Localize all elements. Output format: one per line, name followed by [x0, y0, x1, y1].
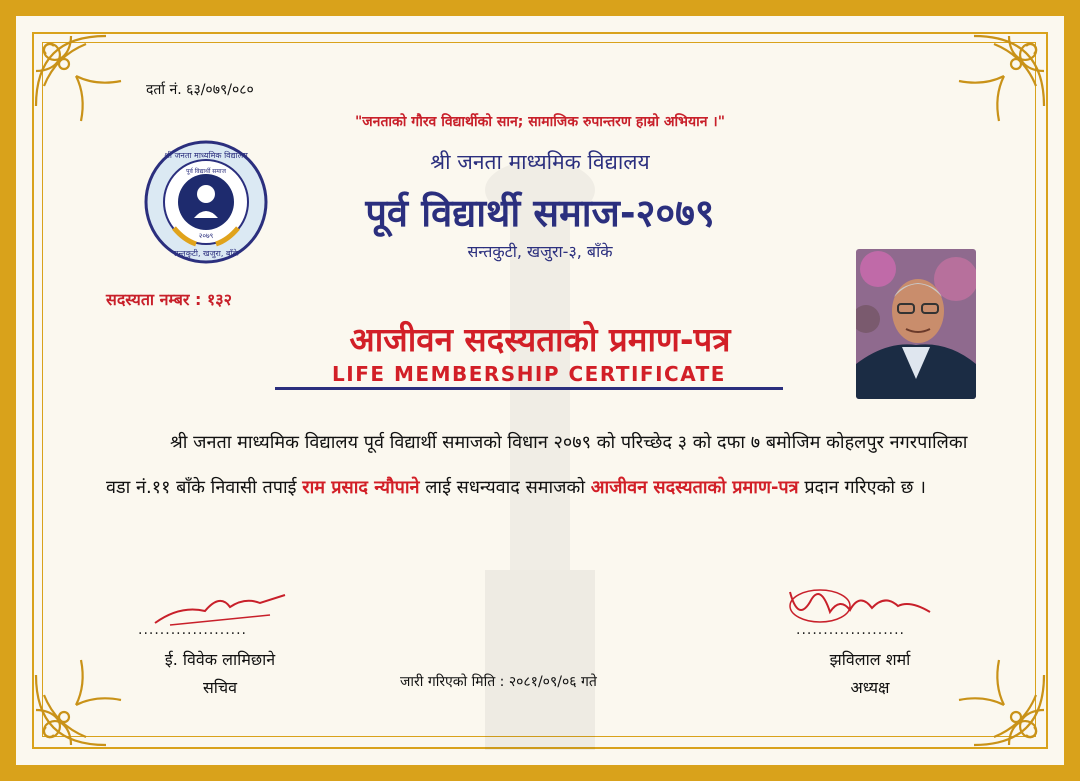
- body-text-part3: प्रदान गरिएको छ ।: [798, 477, 926, 498]
- logo-bottom-text: सन्तकुटी, खजुरा, बाँके: [173, 249, 239, 258]
- certificate-body: [106, 420, 986, 510]
- motto: "जनताको गौरव विद्यार्थीको सान; सामाजिक रुपान्तरण हाम्रो अभियान ।": [355, 114, 725, 130]
- membership-number: सदस्यता नम्बर : १३२: [106, 290, 232, 309]
- secretary-signature-line: ....................: [138, 622, 248, 638]
- secretary-name: ई. विवेक लामिछाने: [164, 650, 276, 669]
- certificate-title-nepali: आजीवन सदस्यताको प्रमाण-पत्र: [349, 320, 731, 359]
- body-highlight: आजीवन सदस्यताको प्रमाण-पत्र: [590, 477, 799, 498]
- certificate-title-english: LIFE MEMBERSHIP CERTIFICATE: [275, 362, 783, 390]
- address: सन्तकुटी, खजुरा-३, बाँके: [467, 242, 613, 261]
- logo-top-text: श्री जनता माध्यमिक विद्यालय: [164, 151, 248, 160]
- registration-number: दर्ता नं. ६३/०७९/०८०: [146, 82, 254, 98]
- president-name: झविलाल शर्मा: [829, 650, 911, 669]
- body-text-part2: लाई सधन्यवाद समाजको: [419, 477, 591, 498]
- logo-year: २०७९: [198, 232, 214, 240]
- secretary-role: सचिव: [202, 678, 238, 697]
- school-name: श्री जनता माध्यमिक विद्यालय: [430, 150, 650, 174]
- logo-inner-text: पूर्व विद्यार्थी समाज: [186, 168, 226, 175]
- society-name: पूर्व विद्यार्थी समाज-२०७९: [365, 191, 715, 235]
- member-name: राम प्रसाद न्यौपाने: [302, 477, 420, 498]
- president-signature-line: ....................: [796, 622, 906, 638]
- issue-date: जारी गरिएको मिति : २०८१/०९/०६ गते: [400, 674, 597, 690]
- body-text-part1: श्री जनता माध्यमिक विद्यालय पूर्व विद्यार्थी समाजको विधान २०७९ को परिच्छेद ३ को दफा ७ बमोजिम कोहलपुर नगरपालिका वडा नं.११ बाँके निवासी तपाई: [106, 432, 968, 498]
- president-role: अध्यक्ष: [850, 678, 890, 697]
